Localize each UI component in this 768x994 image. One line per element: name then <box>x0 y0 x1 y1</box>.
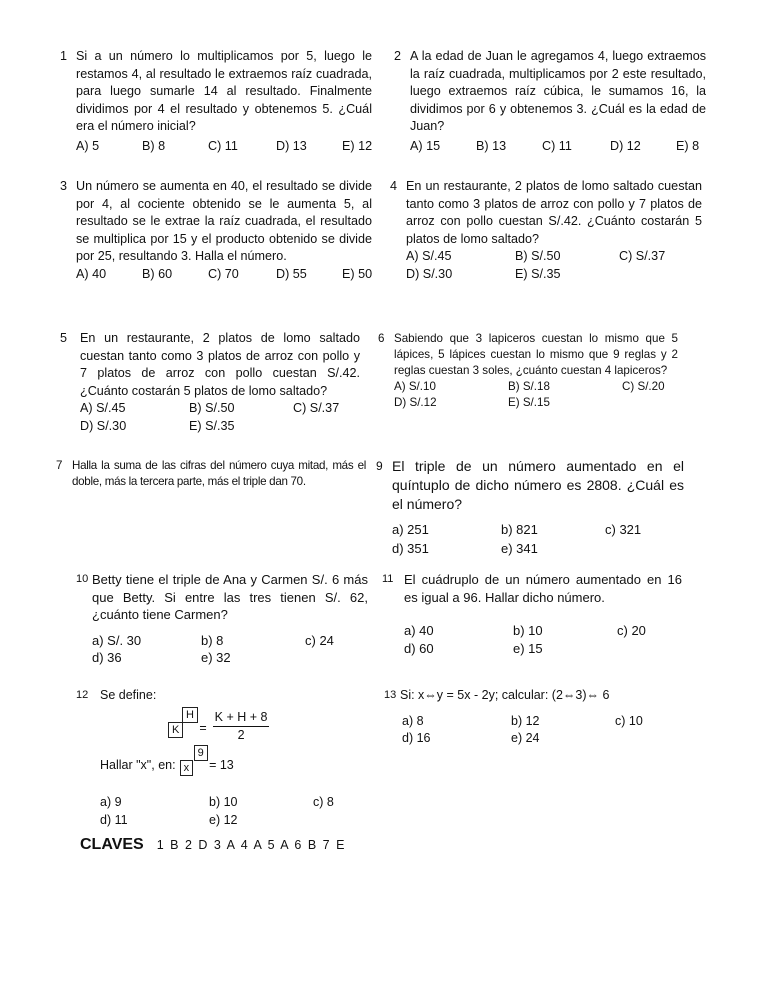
option: d) 11 <box>100 812 128 827</box>
option: a) 251 <box>392 522 429 537</box>
option: B) 8 <box>142 138 166 153</box>
problem-11 <box>382 571 682 657</box>
option: b) 10 <box>209 795 238 810</box>
formula-denominator: 2 <box>237 728 245 743</box>
option: c) 8 <box>313 795 334 810</box>
option: B) 60 <box>142 266 173 281</box>
find-base-box: x <box>180 760 194 776</box>
option: e) 32 <box>201 650 231 666</box>
problem-9 <box>376 457 684 558</box>
answer-keys-values: 1 B 2 D 3 A 4 A 5 A 6 B 7 E <box>156 838 346 852</box>
find-text: Hallar "x", en: <box>100 757 176 772</box>
problem-number: 3 <box>60 179 68 193</box>
problem-text: Si: x⇔y = 5x - 2y; calcular: (2⇔3)⇔ 6 <box>400 688 610 702</box>
problem-5 <box>60 330 360 436</box>
problem-text: El triple de un número aumentado en el quíntuplo de dicho número es 2808. ¿Cuál es el número? <box>392 458 684 512</box>
find-expression <box>100 746 366 777</box>
problem-text: En un restaurante, 2 platos de lomo saltado cuestan tanto como 3 platos de arroz con pollo y 7 platos de arroz con pollo cuestan S/.42. ¿Cuánto costarán 5 platos de lomo saltado? <box>406 179 702 246</box>
option: e) 15 <box>513 640 543 656</box>
problem-13 <box>384 687 684 748</box>
option: B) S/.50 <box>189 401 235 416</box>
formula-exp-box: H <box>182 707 198 723</box>
problem-number: 7 <box>56 459 63 472</box>
option: A) 40 <box>76 266 107 281</box>
problem-7 <box>56 458 366 490</box>
option: A) S/.45 <box>406 249 452 264</box>
problem-text: Halla la suma de las cifras del número cuya mitad, más el doble, más la tercera parte, más el triple dan 70. <box>72 459 366 488</box>
definition-formula: K H = $\frac{K + H + 8}{2}$ <box>168 703 366 745</box>
option: B) 13 <box>476 138 507 153</box>
option: A) S/.10 <box>394 380 436 393</box>
problem-number: 2 <box>394 49 402 63</box>
option: b) 10 <box>513 623 543 639</box>
option: a) 9 <box>100 795 122 810</box>
problem-text: Se define: <box>100 688 157 702</box>
problem-3 <box>60 178 372 284</box>
problem-number: 11 <box>382 573 394 585</box>
problem-text: El cuádruplo de un número aumentado en 16 es igual a 96. Hallar dicho número. <box>404 572 682 605</box>
problem-12 <box>76 687 366 830</box>
problem-text: En un restaurante, 2 platos de lomo saltado cuestan tanto como 3 platos de arroz con pollo y 7 platos de arroz con pollo cuestan S/.42. ¿Cuánto costarán 5 platos de lomo saltado? <box>80 331 360 398</box>
option: d) 16 <box>402 731 431 746</box>
option: b) 8 <box>201 632 224 648</box>
option: c) 10 <box>615 713 643 728</box>
problem-number: 5 <box>60 331 68 345</box>
option: A) 5 <box>76 138 100 153</box>
option: e) 341 <box>501 541 538 556</box>
option: C) S/.37 <box>293 401 340 416</box>
option: B) S/.50 <box>515 249 561 264</box>
option: E) 8 <box>676 138 700 153</box>
option: D) 12 <box>610 138 641 153</box>
problem-1 <box>60 48 372 156</box>
option: B) S/.18 <box>508 380 550 393</box>
find-exp-box: 9 <box>194 745 208 761</box>
option: C) 11 <box>208 138 238 153</box>
option: D) S/.30 <box>80 418 127 433</box>
option: D) 55 <box>276 266 307 281</box>
option: a) S/. 30 <box>92 632 142 648</box>
problem-text: A la edad de Juan le agregamos 4, luego extraemos la raíz cuadrada, multiplicamos por 2 este resultado, luego extraemos raíz cúbica, le sumamos 16, la dividimos por 6 y obtenemos 3. ¿Cuál es la edad de Juan? <box>410 49 706 134</box>
option: A) S/.45 <box>80 401 126 416</box>
problem-number: 9 <box>376 459 383 473</box>
problem-number: 1 <box>60 49 68 63</box>
option: c) 321 <box>605 522 642 537</box>
answer-keys <box>80 836 346 854</box>
problem-2 <box>394 48 706 156</box>
option: a) 40 <box>404 623 434 639</box>
answer-keys-label: CLAVES <box>80 836 144 853</box>
option: E) S/.35 <box>515 266 561 281</box>
option: c) 20 <box>617 623 646 639</box>
problem-number: 4 <box>390 179 398 193</box>
option: d) 36 <box>92 650 122 666</box>
option: D) S/.12 <box>394 396 437 409</box>
formula-numerator: K + H + 8 <box>213 709 270 728</box>
problem-text: Sabiendo que 3 lapiceros cuestan lo mismo que 5 lápices, 5 lápices cuestan lo mismo que 9 reglas y 2 reglas cuestan 3 soles, ¿cuánto cuestan 4 lapiceros? <box>394 332 678 377</box>
option: A) 15 <box>410 138 441 153</box>
option: a) 8 <box>402 713 424 728</box>
option: C) S/.20 <box>622 380 665 393</box>
problem-text: Si a un número lo multiplicamos por 5, luego le restamos 4, al resultado le extraemos raíz cuadrada, para luego sumarle 14 al resultado. Finalmente dividimos por 4 el resultado y obtenemos 5. ¿Cuál era el número inicial? <box>76 49 372 134</box>
option: C) 70 <box>208 266 239 281</box>
problem-10 <box>76 571 368 667</box>
option: E) 12 <box>342 138 373 153</box>
option: b) 821 <box>501 522 538 537</box>
option: e) 12 <box>209 812 238 827</box>
problem-number: 10 <box>76 573 89 585</box>
option: b) 12 <box>511 713 540 728</box>
problem-number: 12 <box>76 689 89 701</box>
option: E) S/.35 <box>189 418 235 433</box>
option: c) 24 <box>305 632 334 648</box>
problem-6 <box>378 331 678 411</box>
find-result: = 13 <box>209 757 234 772</box>
option: C) 11 <box>542 138 572 153</box>
option: E) 50 <box>342 266 373 281</box>
problem-number: 13 <box>384 689 397 701</box>
option: d) 60 <box>404 640 434 656</box>
problem-number: 6 <box>378 332 385 345</box>
option: D) 13 <box>276 138 307 153</box>
problem-4 <box>390 178 702 284</box>
option: e) 24 <box>511 731 540 746</box>
option: E) S/.15 <box>508 396 550 409</box>
problem-text: Betty tiene el triple de Ana y Carmen S/. 6 más que Betty. Si entre las tres tienen S/. 62, ¿cuánto tiene Carmen? <box>92 572 368 623</box>
formula-base-box: K <box>168 722 183 738</box>
option: C) S/.37 <box>619 249 666 264</box>
option: D) S/.30 <box>406 266 453 281</box>
problem-text: Un número se aumenta en 40, el resultado se divide por 4, al cociente obtenido se le aumenta 5, al resultado se le extrae la raíz cuadrada, el resultado se multiplica por 15 y el producto obtenido se divide por 25, resultando 3. Halla el número. <box>76 179 372 264</box>
option: d) 351 <box>392 541 429 556</box>
